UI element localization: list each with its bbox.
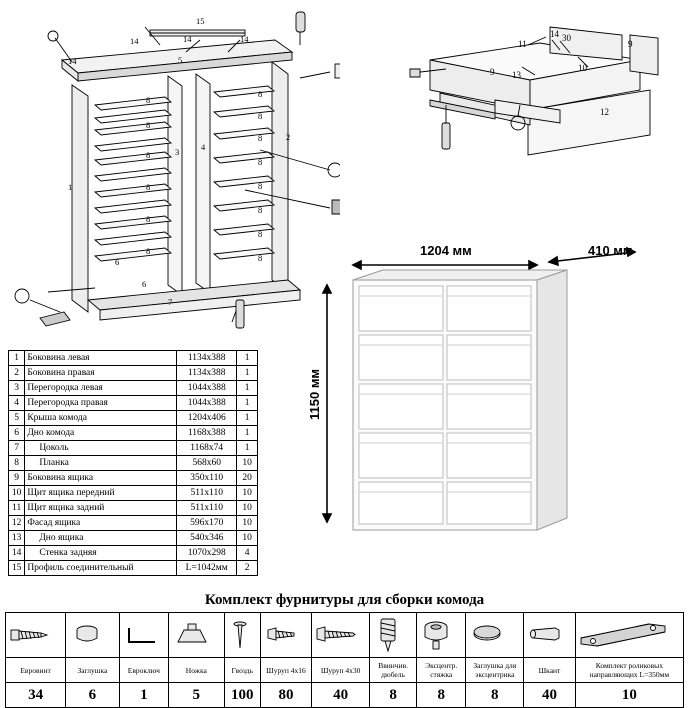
part-quantity: 10: [237, 531, 258, 546]
part-quantity: 10: [237, 486, 258, 501]
svg-text:7: 7: [168, 297, 173, 307]
svg-text:15: 15: [196, 16, 205, 26]
part-dimension: 596х170: [177, 516, 237, 531]
hardware-label: Заглушка: [66, 658, 120, 683]
part-name: Планка: [25, 456, 177, 471]
table-row: [9, 396, 258, 411]
part-name: Дно ящика: [25, 531, 177, 546]
exploded-drawer-diagram: [400, 5, 680, 185]
dimension-height-label: 1150 мм: [307, 368, 322, 420]
part-number: 9: [9, 471, 25, 486]
svg-text:8: 8: [258, 89, 263, 99]
euroscrew-icon: [6, 613, 66, 658]
svg-text:11: 11: [518, 39, 527, 49]
hardware-label: Шуруп 4х16: [260, 658, 311, 683]
hardware-label: Евровинт: [6, 658, 66, 683]
svg-text:30: 30: [562, 33, 571, 43]
part-dimension: 1204х406: [177, 411, 237, 426]
table-row: [9, 501, 258, 516]
table-row: [9, 441, 258, 456]
part-name: Перегородка левая: [25, 381, 177, 396]
svg-text:2: 2: [286, 132, 291, 142]
part-number: 3: [9, 381, 25, 396]
hardware-quantity: 80: [260, 683, 311, 708]
svg-text:8: 8: [146, 150, 151, 160]
svg-text:1: 1: [68, 182, 73, 192]
hex-key-icon: [119, 613, 168, 658]
part-number: 8: [9, 456, 25, 471]
part-name: Щит ящика передний: [25, 486, 177, 501]
table-row: [9, 366, 258, 381]
nail-icon: [224, 613, 260, 658]
hardware-quantity: 10: [575, 683, 683, 708]
hardware-label: Заглушка для эксцентрика: [466, 658, 524, 683]
part-number: 7: [9, 441, 25, 456]
part-number: 13: [9, 531, 25, 546]
svg-text:4: 4: [201, 142, 206, 152]
table-row: [9, 546, 258, 561]
part-quantity: 1: [237, 426, 258, 441]
part-number: 6: [9, 426, 25, 441]
table-row: [9, 426, 258, 441]
part-dimension: 1044х388: [177, 396, 237, 411]
hardware-table: [5, 612, 684, 708]
table-row: [9, 411, 258, 426]
part-number: 10: [9, 486, 25, 501]
part-quantity: 10: [237, 516, 258, 531]
part-name: Фасад ящика: [25, 516, 177, 531]
svg-text:8: 8: [258, 253, 263, 263]
part-quantity: 1: [237, 396, 258, 411]
part-quantity: 1: [237, 411, 258, 426]
svg-text:8: 8: [146, 95, 151, 105]
part-quantity: 20: [237, 471, 258, 486]
table-row: [9, 486, 258, 501]
dowel-screw-icon: [370, 613, 417, 658]
parts-table: [8, 350, 258, 576]
part-name: Боковина левая: [25, 351, 177, 366]
part-number: 11: [9, 501, 25, 516]
exploded-cabinet-diagram: [0, 0, 340, 345]
dimension-width-label: 1204 мм: [420, 243, 472, 258]
hardware-label: Ввинчив. дюбель: [370, 658, 417, 683]
svg-text:8: 8: [258, 157, 263, 167]
table-row: [9, 561, 258, 576]
part-quantity: 10: [237, 501, 258, 516]
part-name: Дно комода: [25, 426, 177, 441]
svg-text:8: 8: [258, 181, 263, 191]
part-name: Перегородка правая: [25, 396, 177, 411]
svg-text:9: 9: [628, 39, 633, 49]
foot-icon: [168, 613, 224, 658]
drawer-slide-icon: [575, 613, 683, 658]
part-quantity: 1: [237, 381, 258, 396]
svg-text:14: 14: [68, 56, 77, 66]
part-name: Боковина правая: [25, 366, 177, 381]
svg-text:8: 8: [258, 111, 263, 121]
hardware-quantity: 40: [524, 683, 575, 708]
svg-text:8: 8: [146, 214, 151, 224]
svg-text:13: 13: [512, 70, 521, 80]
cam-lock-icon: [417, 613, 466, 658]
svg-text:8: 8: [258, 133, 263, 143]
part-number: 12: [9, 516, 25, 531]
part-dimension: 540х346: [177, 531, 237, 546]
hardware-label: Эксцентр. стяжка: [417, 658, 466, 683]
svg-text:14: 14: [130, 36, 139, 46]
part-name: Боковина ящика: [25, 471, 177, 486]
part-dimension: 1134х388: [177, 366, 237, 381]
part-number: 5: [9, 411, 25, 426]
screw-4x30-icon: [312, 613, 370, 658]
hardware-quantity: 8: [370, 683, 417, 708]
wooden-dowel-icon: [524, 613, 575, 658]
svg-text:14: 14: [183, 34, 192, 44]
svg-text:9: 9: [490, 67, 495, 77]
part-name: Стенка задняя: [25, 546, 177, 561]
hardware-quantity: 40: [312, 683, 370, 708]
part-dimension: 1134х388: [177, 351, 237, 366]
hardware-label: Гвоздь: [224, 658, 260, 683]
part-name: Профиль соединительный: [25, 561, 177, 576]
hardware-quantity: 100: [224, 683, 260, 708]
table-row: [9, 531, 258, 546]
table-row: [9, 351, 258, 366]
svg-text:8: 8: [146, 182, 151, 192]
part-quantity: 2: [237, 561, 258, 576]
hardware-quantity: 34: [6, 683, 66, 708]
hardware-label: Ножка: [168, 658, 224, 683]
hardware-section-title: Комплект фурнитуры для сборки комода: [204, 592, 485, 608]
part-quantity: 1: [237, 351, 258, 366]
svg-text:3: 3: [175, 147, 180, 157]
table-row: [9, 471, 258, 486]
part-name: Цоколь: [25, 441, 177, 456]
dimension-depth-label: 410 мм: [588, 243, 633, 258]
part-number: 15: [9, 561, 25, 576]
screw-4x16-icon: [260, 613, 311, 658]
part-number: 14: [9, 546, 25, 561]
part-name: Крыша комода: [25, 411, 177, 426]
part-dimension: 1168х74: [177, 441, 237, 456]
part-dimension: 1070х298: [177, 546, 237, 561]
hardware-label: Шуруп 4х30: [312, 658, 370, 683]
part-number: 1: [9, 351, 25, 366]
hardware-quantity: 6: [66, 683, 120, 708]
svg-text:10: 10: [578, 63, 587, 73]
finished-dresser-drawing: [305, 240, 685, 560]
part-quantity: 4: [237, 546, 258, 561]
part-dimension: 568х60: [177, 456, 237, 471]
table-row: [9, 456, 258, 471]
svg-text:6: 6: [115, 257, 120, 267]
hardware-quantity: 8: [466, 683, 524, 708]
part-dimension: L=1042мм: [177, 561, 237, 576]
part-quantity: 1: [237, 366, 258, 381]
part-name: Щит ящика задний: [25, 501, 177, 516]
part-dimension: 511х110: [177, 501, 237, 516]
hardware-label: Евроключ: [119, 658, 168, 683]
svg-text:14: 14: [240, 34, 249, 44]
svg-text:14: 14: [550, 29, 559, 39]
svg-text:8: 8: [258, 229, 263, 239]
part-dimension: 1044х388: [177, 381, 237, 396]
part-dimension: 350х110: [177, 471, 237, 486]
hardware-label: Комплект роликовых направляющих L=350мм: [575, 658, 683, 683]
cap-icon: [66, 613, 120, 658]
svg-text:8: 8: [258, 205, 263, 215]
part-number: 4: [9, 396, 25, 411]
part-dimension: 1168х388: [177, 426, 237, 441]
hardware-label: Шкант: [524, 658, 575, 683]
hardware-quantity: 8: [417, 683, 466, 708]
hardware-quantity: 5: [168, 683, 224, 708]
svg-text:12: 12: [600, 107, 609, 117]
svg-text:6: 6: [142, 279, 147, 289]
svg-text:8: 8: [146, 120, 151, 130]
part-number: 2: [9, 366, 25, 381]
table-row: [9, 381, 258, 396]
part-dimension: 511х110: [177, 486, 237, 501]
part-quantity: 10: [237, 456, 258, 471]
cam-cap-icon: [466, 613, 524, 658]
table-row: [9, 516, 258, 531]
part-quantity: 1: [237, 441, 258, 456]
svg-text:5: 5: [178, 55, 183, 65]
hardware-quantity: 1: [119, 683, 168, 708]
svg-text:8: 8: [146, 246, 151, 256]
